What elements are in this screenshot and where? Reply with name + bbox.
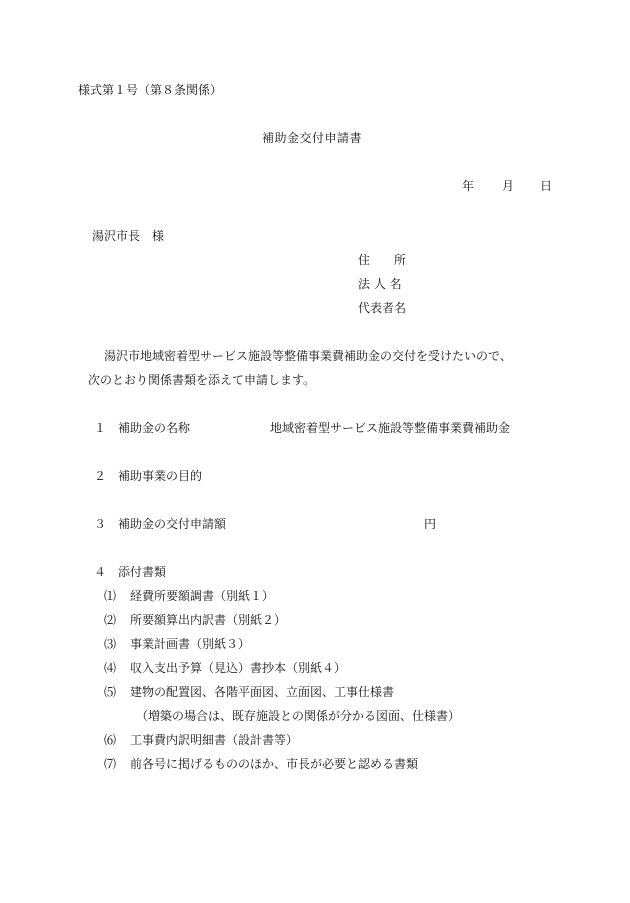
attachment-7-text: 前各号に掲げるもののほか、市長が必要と認める書類 bbox=[130, 757, 419, 771]
item-2-number: ２ bbox=[94, 469, 107, 483]
attachment-1-number: ⑴ bbox=[104, 589, 117, 603]
applicant-representative-label: 代表者名 bbox=[358, 301, 407, 315]
item-3-number: ３ bbox=[94, 517, 107, 531]
attachment-6-text: 工事費内訳明細書（設計書等） bbox=[130, 733, 299, 747]
attachment-3-text: 事業計画書（別紙３） bbox=[130, 637, 251, 651]
item-4-number: ４ bbox=[94, 565, 107, 579]
applicant-corporation-label: 法 人 名 bbox=[358, 277, 402, 291]
attachment-1-text: 経費所要額調書（別紙１） bbox=[130, 589, 275, 603]
item-4-label: 添付書類 bbox=[118, 565, 167, 579]
attachment-3-number: ⑶ bbox=[104, 637, 117, 651]
attachment-4-number: ⑷ bbox=[104, 661, 117, 675]
attachment-4-text: 収入支出予算（見込）書抄本（別紙４） bbox=[130, 661, 347, 675]
item-1-number: １ bbox=[94, 421, 107, 435]
applicant-address-label: 住 所 bbox=[358, 253, 407, 267]
attachment-6-number: ⑹ bbox=[104, 733, 117, 747]
date-year-label: 年 bbox=[462, 179, 475, 193]
document-title: 補助金交付申請書 bbox=[262, 131, 363, 145]
item-1-value: 地域密着型サービス施設等整備事業費補助金 bbox=[270, 421, 511, 435]
addressee: 湯沢市長 様 bbox=[92, 229, 165, 243]
item-1-label: 補助金の名称 bbox=[118, 421, 191, 435]
attachment-2-number: ⑵ bbox=[104, 613, 117, 627]
item-3-unit: 円 bbox=[424, 517, 437, 531]
item-2-label: 補助事業の目的 bbox=[118, 469, 203, 483]
body-line-2: 次のとおり関係書類を添えて申請します。 bbox=[88, 373, 316, 387]
attachment-5-number: ⑸ bbox=[104, 685, 117, 699]
attachment-5-note: （増築の場合は、既存施設との関係が分かる図面、仕様書） bbox=[136, 709, 461, 723]
date-month-label: 月 bbox=[502, 179, 515, 193]
body-line-1: 湯沢市地域密着型サービス施設等整備事業費補助金の交付を受けたいので、 bbox=[104, 349, 512, 363]
attachment-7-number: ⑺ bbox=[104, 757, 117, 771]
attachment-2-text: 所要額算出内訳書（別紙２） bbox=[130, 613, 287, 627]
attachment-5-text: 建物の配置図、各階平面図、立面図、工事仕様書 bbox=[130, 685, 395, 699]
item-3-label: 補助金の交付申請額 bbox=[118, 517, 227, 531]
date-day-label: 日 bbox=[540, 179, 553, 193]
form-number: 様式第１号（第８条関係） bbox=[78, 83, 223, 97]
